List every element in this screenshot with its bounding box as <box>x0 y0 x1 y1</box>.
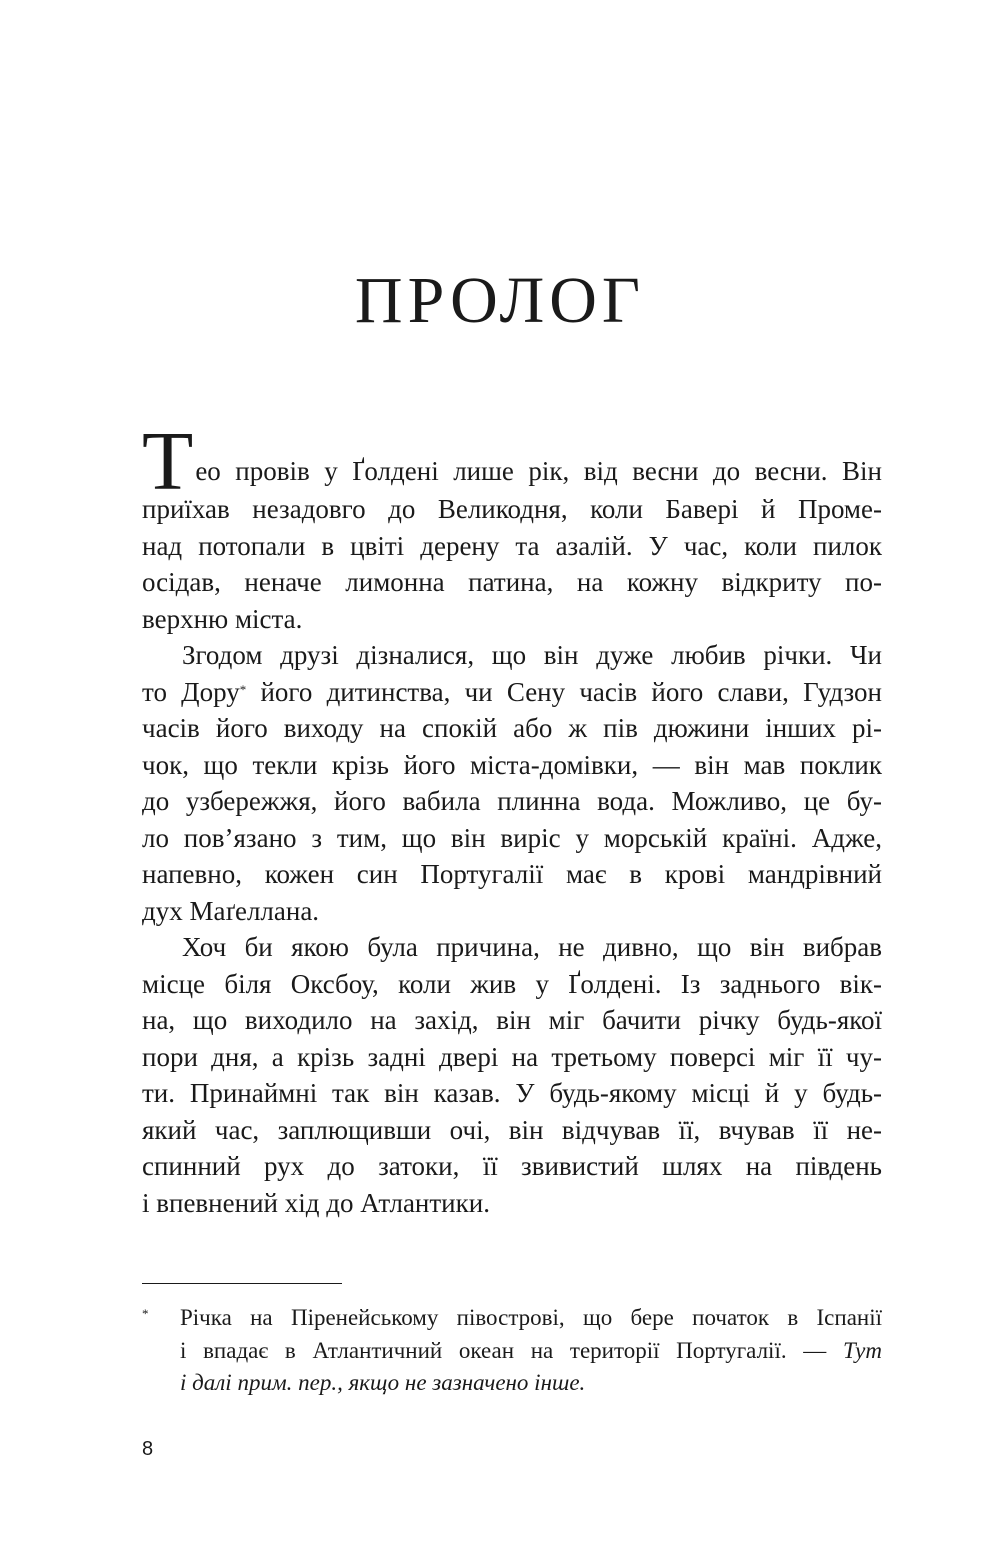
paragraph-3-line: і впевнений хід до Атлантики. <box>142 1187 490 1218</box>
paragraph-1-line-1 <box>142 415 882 508</box>
footnote-line-regular: і впадає в Атлантичний океан на території Португалії. — <box>180 1337 843 1363</box>
paragraph-2-line: часів його виходу на спокій або ж пів дюжини інших рі- <box>142 713 882 743</box>
paragraph-3-line: пори дня, а крізь задні двері на третьому поверсі міг її чу- <box>142 1041 882 1072</box>
footnote-line-italic: Тут <box>842 1337 882 1363</box>
paragraph-2-line: напевно, кожен син Португалії має в крові мандрівний <box>142 859 882 889</box>
chapter-title: ПРОЛОГ <box>354 264 646 337</box>
footnote <box>142 1302 882 1400</box>
footnote-line-italic: і далі прим. пер., якщо не зазначено інше. <box>180 1370 586 1395</box>
paragraph-3-line: спинний рух до затоки, її звивистий шлях на південь <box>142 1151 882 1181</box>
body-text <box>142 415 882 1221</box>
paragraph-2-line-with-footnote <box>142 674 882 711</box>
footnote-reference-mark: * <box>239 681 247 697</box>
paragraph-1-line-1-text: ео провів у Ґолдені лише рік, від весни до весни. Він <box>195 455 882 486</box>
paragraph-2-line: Згодом друзі дізналися, що він дуже любив річки. Чи <box>182 640 882 670</box>
drop-cap: Т <box>142 415 194 508</box>
paragraph-1-line: приїхав незадовго до Великодня, коли Бавері й Проме- <box>142 494 882 524</box>
paragraph-3-line: на, що виходило на захід, він міг бачити річку будь-якої <box>142 1005 882 1035</box>
paragraph-2-line: чок, що текли крізь його міста-домівки, — він мав поклик <box>142 749 882 780</box>
footnote-divider <box>142 1283 342 1284</box>
paragraph-1-line: над потопали в цвіті дерену та азалій. У час, коли пилок <box>142 530 882 561</box>
paragraph-3-line: місце біля Оксбоу, коли жив у Ґолдені. Із заднього вік- <box>142 968 882 999</box>
paragraph-2-line: ло пов’язано з тим, що він виріс у морській країні. Адже, <box>142 822 882 853</box>
paragraph-2-line: до узбережжя, його вабила плинна вода. Можливо, це бу- <box>142 786 882 816</box>
page-number: 8 <box>142 1438 154 1460</box>
paragraph-2-line: дух Маґеллана. <box>142 895 320 926</box>
paragraph-1-line: осідав, неначе лимонна патина, на кожну відкриту по- <box>142 567 882 597</box>
paragraph-3-line: який час, заплющивши очі, він відчував її, вчував її не- <box>142 1114 882 1145</box>
paragraph-3-line: ти. Принаймні так він казав. У будь-якому місці й у будь- <box>142 1078 882 1108</box>
footnote-line: Річка на Піренейському півострові, що бере початок в Іспанії <box>180 1305 882 1330</box>
paragraph-1-line: верхню міста. <box>142 603 303 634</box>
footnote-mark: * <box>142 1306 149 1321</box>
footnote-line <box>142 1335 882 1368</box>
paragraph-2-text-after-mark: його дитинства, чи Сену часів його слави, Гудзон <box>246 676 882 707</box>
paragraph-3-line: Хоч би якою була причина, не дивно, що він вибрав <box>182 932 882 962</box>
paragraph-2-text-before-mark: то Дору <box>142 676 240 707</box>
